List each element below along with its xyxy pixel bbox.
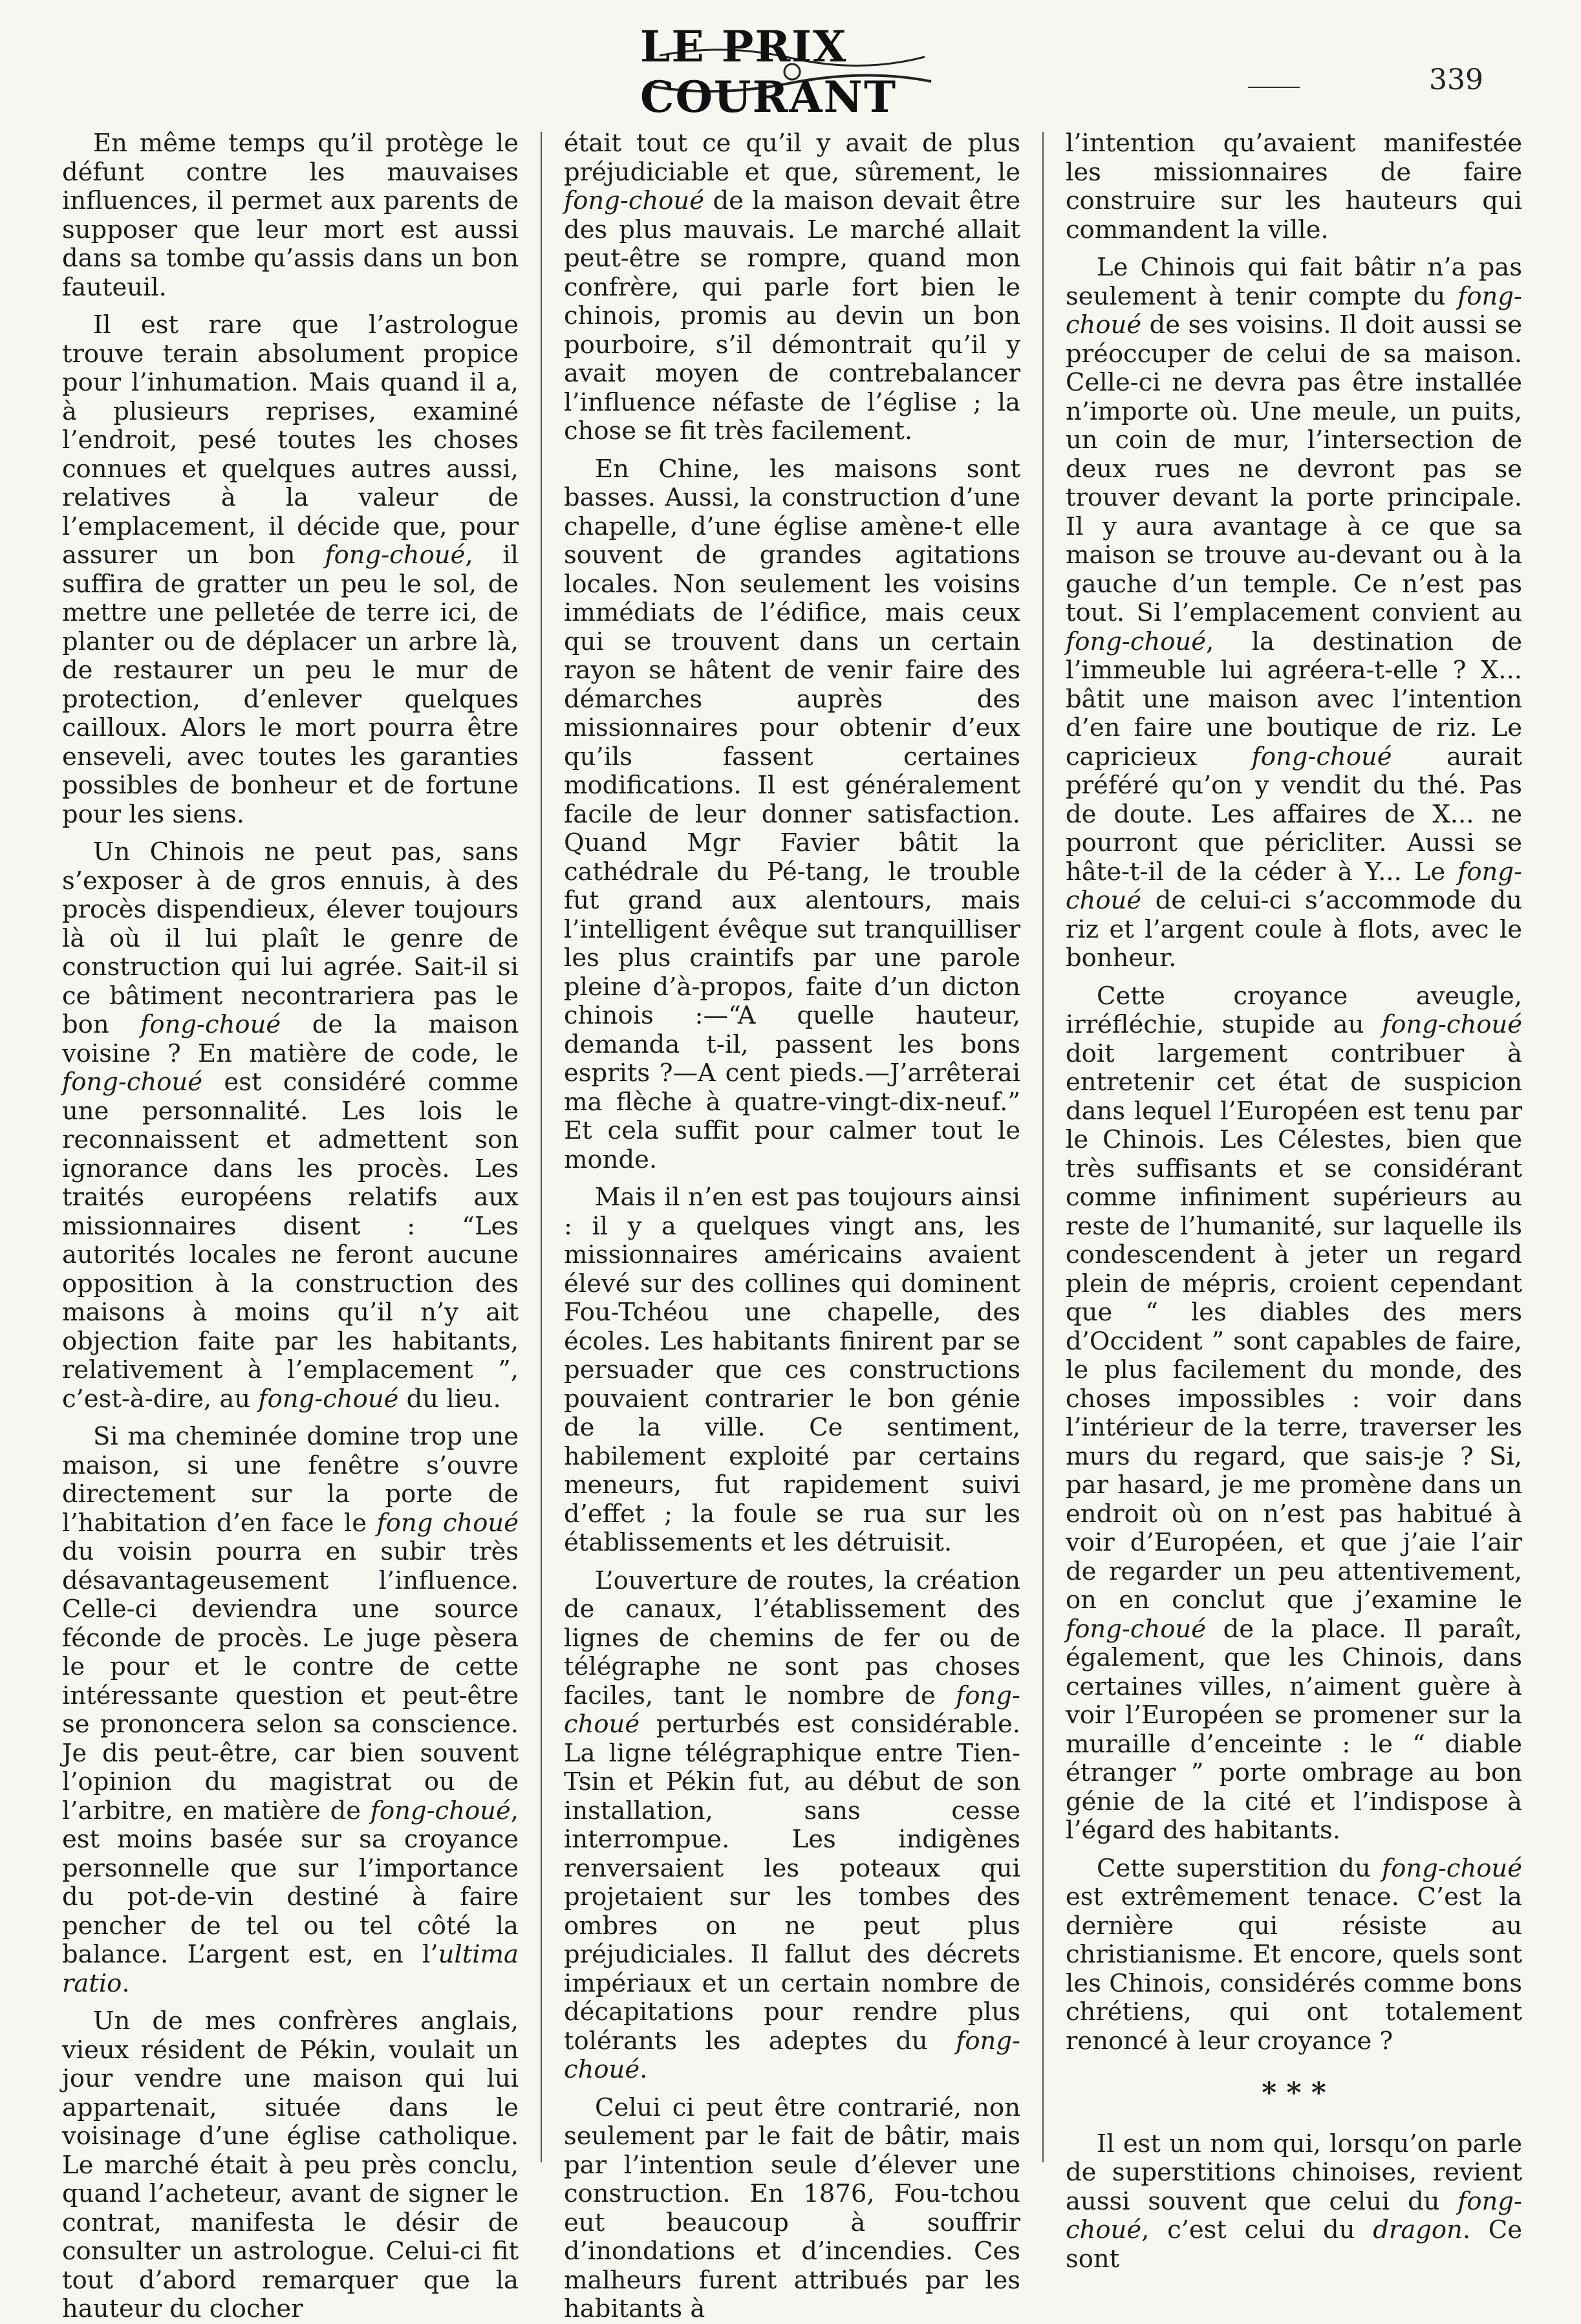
page-number: 339 — [1429, 63, 1483, 96]
text-run: l’intention qu’avaient manifestée les missionnaires de faire construire sur les hauteurs qui commandent la ville. — [1066, 129, 1522, 244]
text-run: du lieu. — [398, 1384, 501, 1414]
italic-term: fong-choué — [1382, 1010, 1522, 1039]
paragraph — [62, 1423, 519, 1998]
column-divider — [1042, 132, 1044, 2162]
italic-term: fong-choué — [1066, 1614, 1206, 1644]
italic-term: fong-choué — [1382, 1853, 1522, 1883]
italic-term: fong-choué — [140, 1010, 281, 1039]
italic-term: fong-choué — [258, 1384, 399, 1414]
logo-text: LE PRIX COURANT — [640, 21, 898, 122]
text-run: de la maison voisine ? En matière de code, le — [62, 1010, 519, 1068]
text-run: Celui ci peut être contrarié, non seulement par le fait de bâtir, mais par l’intention seule d’élever une construction. En 1876, Fou-tchou eut beaucoup à souffrir d’inondations et d’incendies. Ces malheurs furent attribués par les habitants à — [564, 2093, 1020, 2323]
text-run: . — [122, 1968, 130, 1998]
text-run: de celui-ci s’accommode du riz et l’argent coule à flots, avec le bonheur. — [1066, 886, 1522, 973]
text-run: doit largement contribuer à entretenir cet état de suspicion dans lequel l’Européen est tenu par le Chinois. Les Célestes, bien que très suffisants et se considérant comme infiniment supérieurs au reste de l’humanité, sur laquelle ils condescendent à jeter un regard plein de mépris, croient cependant que “ les diables des mers d’Occident ” sont capables de faire, le plus facilement du monde, des choses impossibles : voir dans l’intérieur de la terre, traverser les murs du regard, que sais-je ? Si, par hasard, je me promène dans un endroit où on n’est pas habitué à voir d’Européen, et que j’aie l’air de regarder un peu attentivement, on en conclut que j’examine le — [1066, 1038, 1522, 1615]
newspaper-logo — [640, 21, 944, 122]
paragraph — [62, 838, 519, 1414]
italic-term: fong-choué — [564, 1681, 1020, 1739]
text-run: , est moins basée sur sa croyance personnelle que sur l’importance du pot-de-vin destiné à faire pencher de tel ou tel côté la balance. L’argent est, en l’ — [62, 1796, 519, 1969]
text-column-2 — [564, 129, 1020, 2323]
text-run: En même temps qu’il protège le défunt contre les mauvaises influences, il permet aux parents de supposer que leur mort est aussi dans sa tombe qu’assis dans un bon fauteuil. — [62, 129, 519, 302]
text-run: . — [640, 2055, 648, 2084]
italic-term: fong choué — [376, 1508, 519, 1538]
text-run: Cette superstition du — [1097, 1853, 1382, 1883]
text-run: du voisin pourra en subir très désavantageusement l’influence. Celle-ci deviendra une source féconde de procès. Le juge pèsera le pour et le contre de cette intéressante question et peut-être se prononcera selon sa conscience. Je dis peut-être, car bien souvent l’opinion du magistrat ou de l’arbitre, en matière de — [62, 1537, 519, 1825]
paragraph — [564, 1567, 1020, 2085]
text-run: est extrêmement tenace. C’est la dernière qui résiste au christianisme. Et encore, quels sont les Chinois, considérés comme bons chrétiens, qui ont totalement renoncé à leur croyance ? — [1066, 1882, 1522, 2056]
text-run: Si ma cheminée domine trop une maison, si une fenêtre s’ouvre directement sur la porte de l’habitation d’en face le — [62, 1422, 519, 1538]
text-run: était tout ce qu’il y avait de plus préjudiciable et que, sûrement, le — [564, 129, 1020, 187]
paragraph — [564, 1183, 1020, 1558]
paragraph — [62, 129, 519, 302]
masthead — [0, 23, 1581, 120]
paragraph — [1066, 1855, 1522, 2056]
italic-term: ultima ratio — [62, 1940, 519, 1998]
column-divider — [541, 132, 542, 2162]
text-run: de ses voisins. Il doit aussi se préoccuper de celui de sa maison. Celle-ci ne devra pas être installée n’importe où. Une meule, un puits, un coin de mur, l’intersection de deux rues ne devront pas se trouver devant la porte principale. Il y aura avantage à ce que sa maison se trouve au-devant ou à la gauche d’un temple. Ce n’est pas tout. Si l’emplacement convient au — [1066, 310, 1522, 627]
text-run: , c’est celui du — [1141, 2215, 1373, 2244]
paragraph — [1066, 2130, 1522, 2274]
paragraph — [1066, 253, 1522, 973]
paragraph — [62, 2007, 519, 2324]
text-run: de la place. Il paraît, également, que les Chinois, dans certaines villes, n’aiment guère à voir l’Européen se promener sur la muraille d’enceinte : le “ diable étranger ” porte ombrage au bon génie de la cité et l’indispose à l’égard des habitants. — [1066, 1614, 1522, 1845]
text-run: est considéré comme une personnalité. Les lois le reconnaissent et admettent son ignorance dans les procès. Les traités européens relatifs aux missionnaires disent : “Les autorités locales ne feront aucune opposition à la construction des maisons à moins qu’il n’y ait objection faite par les habitants, relativement à l’emplacement ”, c’est-à-dire, au — [62, 1068, 519, 1414]
text-run: Un de mes confrères anglais, vieux résident de Pékin, voulait un jour vendre une maison qui lui appartenait, située dans le voisinage d’une église catholique. Le marché était à peu près conclu, quand l’acheteur, avant de signer le contrat, manifesta le désir de consulter un astrologue. Celui-ci fit tout d’abord remarquer que la hauteur du clocher — [62, 2007, 519, 2323]
text-run: . Ce sont — [1066, 2215, 1523, 2274]
text-run: perturbés est considérable. La ligne télégraphique entre Tien-Tsin et Pékin fut, au début de son installation, sans cesse interrompue. Les indigènes renversaient les poteaux qui projetaient sur les tombes des ombres on ne peut plus préjudiciales. Il fallut des décrets impériaux et un certain nombre de décapitations pour rendre plus tolérants les adeptes du — [564, 1710, 1020, 2056]
italic-term: fong-choué — [1066, 857, 1522, 915]
header-rule — [1248, 87, 1300, 88]
text-run: Il est rare que l’astrologue trouve terain absolument propice pour l’inhumation. Mais quand il a, à plusieurs reprises, examiné l’endroit, pesé toutes les choses connues et quelques autres aussi, relatives à la valeur de l’emplacement, il décide que, pour assurer un bon — [62, 310, 519, 570]
article-body — [62, 129, 1523, 2323]
text-run: , la destination de l’immeuble lui agréera-t-elle ? X... bâtit une maison avec l’intention d’en faire une boutique de riz. Le capricieux — [1066, 627, 1522, 771]
paragraph — [564, 2094, 1020, 2324]
italic-term: fong-choué — [62, 1068, 202, 1097]
text-run: L’ouverture de routes, la création de canaux, l’établissement des lignes de chemins de fer ou de télégraphe ne sont pas choses faciles, tant le nombre de — [564, 1565, 1020, 1710]
italic-term: fong-choué — [1251, 742, 1392, 771]
italic-term: fong-choué — [1066, 2186, 1522, 2244]
paragraph — [1066, 129, 1522, 244]
text-run: aurait préféré qu’on y vendit du thé. Pas de doute. Les affaires de X... ne pourront que péricliter. Aussi se hâte-t-il de la céder à Y... Le — [1066, 742, 1522, 887]
text-column-3 — [1066, 129, 1523, 2274]
paragraph — [62, 311, 519, 829]
italic-term: fong-choué — [325, 541, 466, 570]
paragraph — [564, 129, 1020, 446]
text-run: de la maison devait être des plus mauvais. Le marché allait peut-être se rompre, quand mon confrère, qui parle fort bien le chinois, promis au devin un bon pourboire, s’il démontrait qu’il y avait moyen de contrebalancer l’influence néfaste de l’église ; la chose se fit très facilement. — [564, 186, 1020, 446]
italic-term: fong-choué — [1066, 627, 1206, 656]
text-run: , il suffira de gratter un peu le sol, de mettre une pelletée de terre ici, de planter ou de déplacer un arbre là, de restaurer un peu le mur de protection, d’enlever quelques cailloux. Alors le mort pourra être enseveli, avec toutes les garanties possibles de bonheur et de fortune pour les siens. — [62, 541, 519, 829]
italic-term: fong-choué — [564, 2026, 1020, 2084]
section-asterism: * * * — [1262, 2076, 1326, 2109]
text-run: Mais il n’en est pas toujours ainsi : il y a quelques vingt ans, les missionnaires américains avaient élevé sur des collines qui dominent Fou-Tchéou une chapelle, des écoles. Les habitants finirent par se persuader que ces constructions pouvaient contrarier le bon génie de la ville. Ce sentiment, habilement exploité par certains meneurs, fut rapidement suivi d’effet ; la foule se rua sur les établissements et les détruisit. — [564, 1183, 1020, 1557]
italic-term: fong-choué — [564, 186, 704, 215]
text-run: Cette croyance aveugle, irréfléchie, stupide au — [1066, 981, 1522, 1039]
text-run: Il est un nom qui, lorsqu’on parle de superstitions chinoises, revient aussi souvent que celui du — [1066, 2129, 1522, 2216]
paragraph — [564, 455, 1020, 1175]
text-run: En Chine, les maisons sont basses. Aussi, la construction d’une chapelle, d’une église amène-t elle souvent de grandes agitations locales. Non seulement les voisins immédiats de l’édifice, mais ceux qui se trouvent dans un certain rayon se hâtent de venir faire des démarches auprès des missionnaires pour obtenir d’eux qu’ils fassent certaines modifications. Il est généralement facile de leur donner satisfaction. Quand Mgr Favier bâtit la cathédrale du Pé-tang, le trouble fut grand aux alentours, mais l’intelligent évêque sut tranquilliser les plus craintifs par une parole pleine d’à-propos, faite d’un dicton chinois :—“A quelle hauteur, demanda t-il, passent les bons esprits ?—A cent pieds.—J’arrêterai ma flèche à quatre-vingt-dix-neuf.” Et cela suffit pour calmer tout le monde. — [564, 454, 1020, 1174]
text-column-1 — [62, 129, 519, 2323]
italic-term: dragon — [1373, 2215, 1463, 2244]
text-run: Un Chinois ne peut pas, sans s’exposer à de gros ennuis, à des procès dispendieux, élever toujours là où il lui plaît le genre de construction qui lui agrée. Sait-il si ce bâtiment necontrariera pas le bon — [62, 837, 519, 1039]
paragraph — [1066, 982, 1522, 1845]
italic-term: fong-choué — [370, 1796, 511, 1825]
text-run: Le Chinois qui fait bâtir n’a pas seulement à tenir compte du — [1066, 253, 1522, 311]
italic-term: fong-choué — [1066, 281, 1522, 339]
